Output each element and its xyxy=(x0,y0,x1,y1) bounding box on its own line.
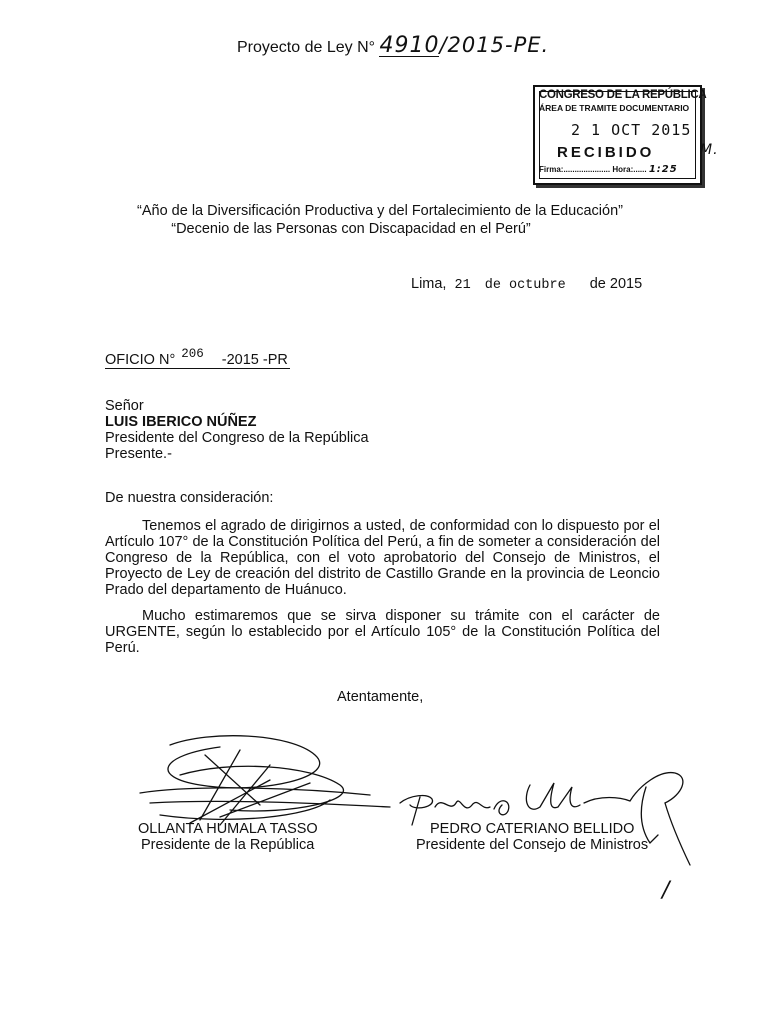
addressee-role: Presidente del Congreso de la República xyxy=(105,430,369,446)
stamp-hora-label: Hora:...... xyxy=(612,165,647,174)
date-month: octubre xyxy=(508,278,566,293)
signer-1-name: OLLANTA HUMALA TASSO xyxy=(138,821,318,837)
addressee-name: LUIS IBERICO NÚÑEZ xyxy=(105,414,257,430)
law-project-number: 4910 xyxy=(379,33,440,58)
law-project-line xyxy=(237,33,549,57)
closing: Atentamente, xyxy=(337,689,424,705)
stamp-firma-label: Firma:..................... xyxy=(539,165,611,174)
stamp-date: 2 1 OCT 2015 xyxy=(571,121,692,139)
oficio-reference xyxy=(105,347,290,369)
signer-2-name: PEDRO CATERIANO BELLIDO xyxy=(430,821,635,837)
date-day: 21 xyxy=(454,278,471,293)
letter-date xyxy=(411,276,642,293)
letter-paragraph-1: Tenemos el agrado de dirigirnos a usted, de conformidad con lo dispuesto por el Artículo 107° de la Constitución Política del Perú, a fin de someter a consideración del Congreso de la República, con el voto aprobatorio del Consejo de Ministros, el Proyecto de Ley de creación del distrito de Castillo Grande en la provincia de Leoncio Prado del departamento de Huánuco. xyxy=(105,518,660,598)
date-year: de 2015 xyxy=(589,276,643,292)
page-mark: / xyxy=(662,878,671,903)
signer-2-role: Presidente del Consejo de Ministros xyxy=(416,837,649,853)
stamp-institution: CONGRESO DE LA REPÚBLICA xyxy=(539,89,707,101)
signature-humala xyxy=(140,736,390,825)
oficio-suffix: -2015 -PR xyxy=(221,352,288,368)
stamp-hora-value: 1:25 xyxy=(648,164,678,175)
greeting: De nuestra consideración: xyxy=(105,490,274,506)
oficio-number: 206 xyxy=(181,347,204,361)
date-de: de xyxy=(484,278,501,293)
letter-paragraph-2: Mucho estimaremos que se sirva disponer su trámite con el carácter de URGENTE, según lo establecido por el Artículo 105° de la Constitución Política del Perú. xyxy=(105,608,660,656)
law-project-suffix: /2015-PE. xyxy=(439,33,550,57)
stamp-signature-time xyxy=(539,164,678,175)
decade-motto: “Decenio de las Personas con Discapacidad en el Perú” xyxy=(171,221,531,237)
signer-1-role: Presidente de la República xyxy=(141,837,315,853)
stamp-status: RECIBIDO xyxy=(557,144,655,161)
stamp-department: ÁREA DE TRAMITE DOCUMENTARIO xyxy=(539,103,690,113)
addressee-present: Presente.- xyxy=(105,446,172,462)
received-stamp xyxy=(533,85,707,185)
law-project-label: Proyecto de Ley N° xyxy=(237,39,376,56)
date-city: Lima, xyxy=(411,276,447,292)
oficio-label: OFICIO N° xyxy=(105,352,176,368)
salutation: Señor xyxy=(105,398,144,414)
year-motto: “Año de la Diversificación Productiva y del Fortalecimiento de la Educación” xyxy=(137,203,623,219)
stamp-time-mark: M. xyxy=(700,142,719,158)
